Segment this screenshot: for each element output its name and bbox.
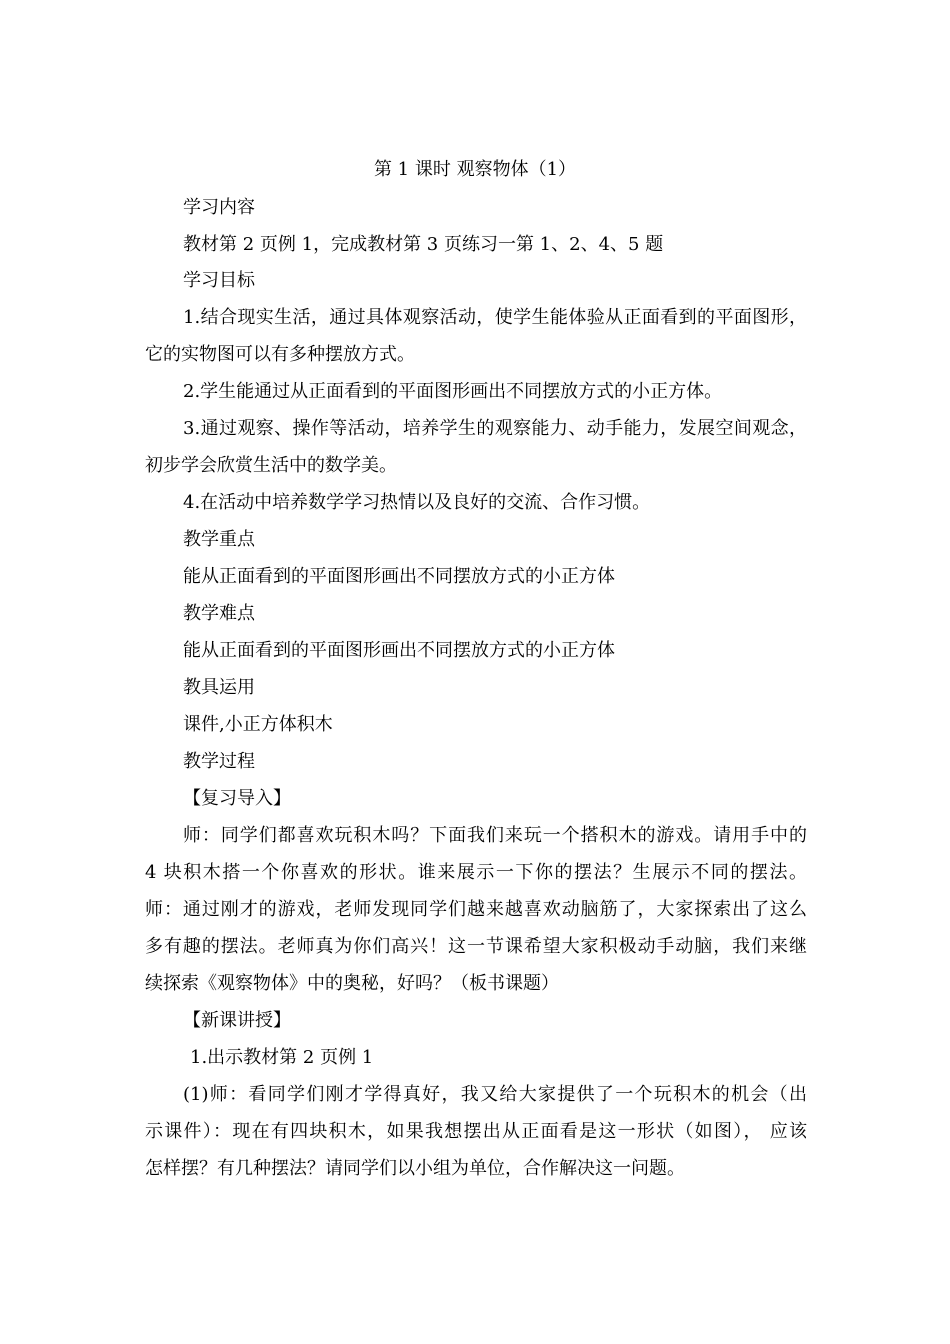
goal-3-line-1: 3.通过观察、操作等活动，培养学生的观察能力、动手能力，发展空间观念， [183,418,807,439]
teaching-focus-text: 能从正面看到的平面图形画出不同摆放方式的小正方体 [183,566,615,587]
goal-1-line-1: 1.结合现实生活，通过具体观察活动，使学生能体验从正面看到的平面图形， [183,307,807,328]
section-new-lesson: 【新课讲授】 [183,1010,291,1031]
heading-teaching-difficulty: 教学难点 [183,603,255,624]
goal-3-line-2: 初步学会欣赏生活中的数学美。 [145,455,397,476]
goal-4: 4.在活动中培养数学学习热情以及良好的交流、合作习惯。 [183,492,651,513]
learning-content-text: 教材第 2 页例 1，完成教材第 3 页练习一第 1、2、4、5 题 [183,234,664,255]
goal-2: 2.学生能通过从正面看到的平面图形画出不同摆放方式的小正方体。 [183,381,723,402]
teaching-aids-text: 课件,小正方体积木 [183,714,333,735]
step-1-para-line-1: (1)师：看同学们刚才学得真好，我又给大家提供了一个玩积木的机会（出 [183,1084,807,1105]
teaching-difficulty-text: 能从正面看到的平面图形画出不同摆放方式的小正方体 [183,640,615,661]
section-review-intro: 【复习导入】 [183,788,291,809]
step-1-heading: 1.出示教材第 2 页例 1 [190,1047,374,1068]
heading-learning-goals: 学习目标 [183,270,255,291]
step-1-para-line-2: 示课件）：现在有四块积木，如果我想摆出从正面看是这一形状（如图）， 应该 [145,1121,807,1142]
review-para-line-3: 师：通过刚才的游戏，老师发现同学们越来越喜欢动脑筋了，大家探索出了这么 [145,899,807,920]
heading-teaching-focus: 教学重点 [183,529,255,550]
heading-learning-content: 学习内容 [183,197,255,218]
goal-1-line-2: 它的实物图可以有多种摆放方式。 [145,344,415,365]
review-para-line-5: 续探索《观察物体》中的奥秘，好吗？（板书课题） [145,973,559,994]
review-para-line-1: 师：同学们都喜欢玩积木吗？下面我们来玩一个搭积木的游戏。请用手中的 [183,825,807,846]
review-para-line-2: 4 块积木搭一个你喜欢的形状。谁来展示一下你的摆法？生展示不同的摆法。 [145,862,807,883]
step-1-para-line-3: 怎样摆？有几种摆法？请同学们以小组为单位，合作解决这一问题。 [145,1158,685,1179]
heading-teaching-aids: 教具运用 [183,677,255,698]
lesson-title: 第 1 课时 观察物体（1） [373,159,577,180]
heading-teaching-process: 教学过程 [183,751,255,772]
review-para-line-4: 多有趣的摆法。老师真为你们高兴！这一节课希望大家积极动手动脑，我们来继 [145,936,807,957]
